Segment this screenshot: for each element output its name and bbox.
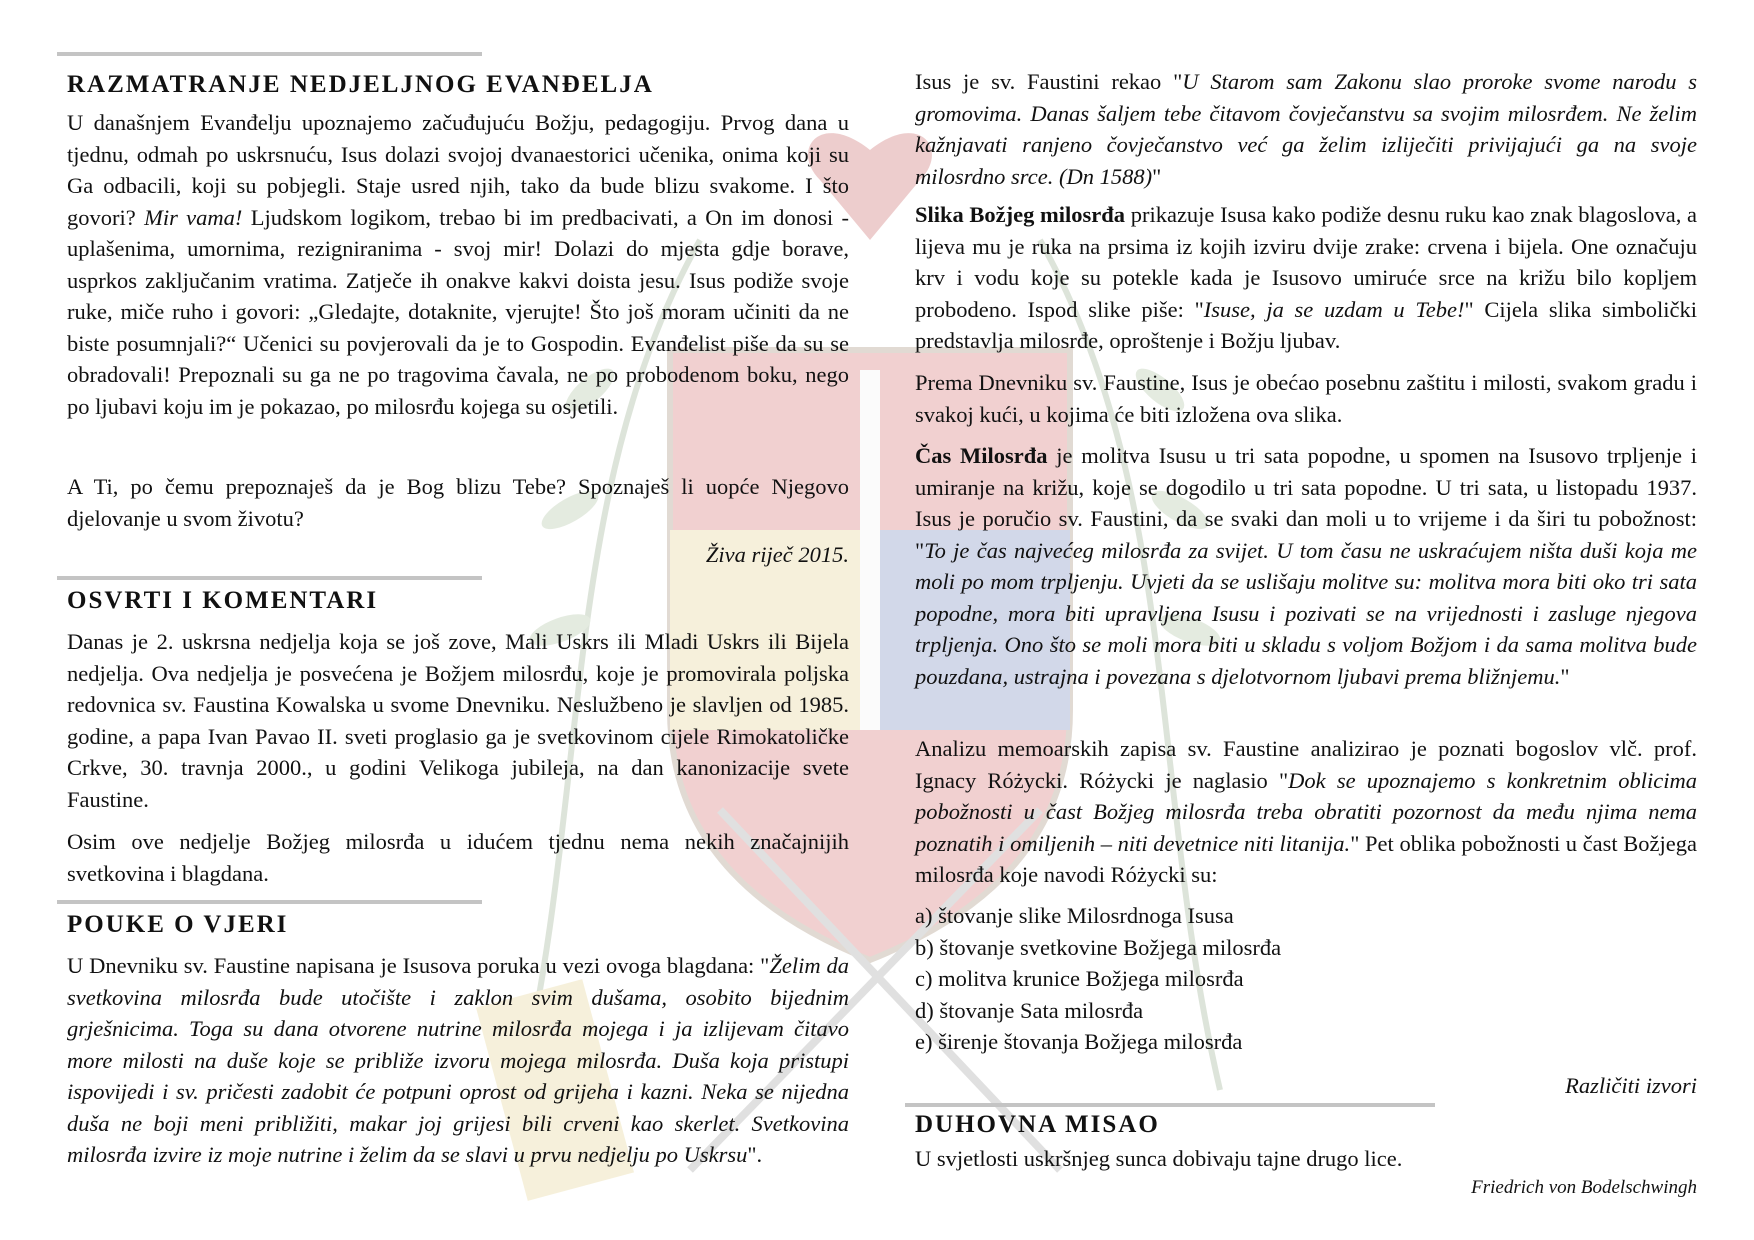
section-title-spiritual-thought: DUHOVNA MISAO <box>915 1111 1160 1138</box>
right-source: Različiti izvori <box>1565 1073 1697 1098</box>
section-title-comments: OSVRTI I KOMENTARI <box>67 587 379 614</box>
faith-lessons-paragraph: U Dnevniku sv. Faustine napisana je Isusova poruka u vezi ovoga blagdana: "Želim da svetkovina milosrđa bude utočište i zaklon svim dušama, osobito bijednim grješnicima. Toga su dana otvorene nutrine milosrđa mojega i ja izlijevam čitavo more milosti na duše koje se približe izvoru mojega milosrđa. Duša koja pristupi ispovijedi i sv. pričesti zadobit će potpuni oprost od grijeha i kazni. Neka se nijedna duša ne boji meni približiti, makar joj grijesi bili crveni kao skerlet. Svetkovina milosrđa izvire iz moje nutrine i želim da se slavi u prvu nedjelju po Uskrsu". <box>67 953 849 1167</box>
list-item: d) štovanje Sata milosrđa <box>915 997 1144 1023</box>
rozycki-paragraph: Analizu memoarskih zapisa sv. Faustine analizirao je poznati bogoslov vlč. prof. Ignacy Różycki. Różycki je naglasio "Dok se upoznajemo s konkretnim oblicima pobožnosti u čast Božjeg milosrđa treba obratiti pozornost da među njima nema poznatih i omiljenih – niti devetnice niti litanija." Pet oblika pobožnosti u čast Božjega milosrđa koje navodi Różycki su: <box>915 736 1698 887</box>
devotion-forms-list <box>915 900 1281 1058</box>
right-paragraph-1: Isus je sv. Faustini rekao "U Starom sam Zakonu slao proroke svome narodu s gromovima. Danas šaljem tebe čitavom čovječanstvu sa svojim milosrđem. Ne želim kažnjavati ranjeno čovječanstvo već ga želim izliječiti privijajući ga na svoje milosrdno srce. (Dn 1588)" <box>915 69 1698 189</box>
section-title-gospel-reflection: RAZMATRANJE NEDJELJNOG EVANĐELJA <box>67 71 654 98</box>
section-rule <box>57 900 482 904</box>
quote-author: Friedrich von Bodelschwingh <box>1471 1177 1697 1198</box>
hour-of-mercy-paragraph: Čas Milosrđa je molitva Isusu u tri sata popodne, u spomen na Isusovo trpljenje i umiranje na križu, koje se dogodilo u tri sata popodne. U tri sata, u listopadu 1937. Isus je poručio sv. Faustini, da se svaki dan moli u to vrijeme i da širi tu pobožnost: "To je čas najvećeg milosrđa za svijet. U tom času ne uskraćujem ništa duši koja me moli po mom trpljenju. Uvjeti da se uslišaju molitve su: molitva mora biti oko tri sata popodne, mora biti upravljena Isusu i pozivati se na vrijednosti i zasluge njegova trpljenja. Ono što se moli mora biti u skladu s voljom Božjom i da sama molitva bude pouzdana, ustrajna i povezana s djelotvornom ljubavi prema bližnjemu." <box>915 443 1697 689</box>
mercy-image-paragraph: Slika Božjeg milosrđa prikazuje Isusa kako podiže desnu ruku kao znak blagoslova, a lijeva mu je ruka na prsima iz kojih izviru dvije zrake: crvena i bijela. One označuju krv i vodu koje su potekle kada je Isusovo umiruće srce na križu bilo kopljem probodeno. Ispod slike piše: "Isuse, ja se uzdam u Tebe!" Cijela slika simbolički predstavlja milosrđe, oproštenje i Božju ljubav. <box>915 202 1698 353</box>
section-rule <box>57 52 482 56</box>
gospel-reflection-source: Živa riječ 2015. <box>705 542 849 567</box>
section-rule <box>905 1103 1435 1107</box>
section-title-faith-lessons: POUKE O VJERI <box>67 911 289 938</box>
gospel-reflection-question: A Ti, po čemu prepoznaješ da je Bog blizu Tebe? Spoznaješ li uopće Njegovo djelovanje u svom životu? <box>67 474 849 531</box>
comments-paragraph: Danas je 2. uskrsna nedjelja koja se još zove, Mali Uskrs ili Mladi Uskrs ili Bijela nedjelja. Ova nedjelja je posvećena je Božjem milosrđu, koje je promovirala poljska redovnica sv. Faustina Kowalska u svome Dnevniku. Neslužbeno je slavljen od 1985. godine, a papa Ivan Pavao II. sveti proglasio ga je svetkovinom cijele Rimokatoličke Crkve, 30. travnja 2000., u godini Velikoga jubileja, na dan kanonizacije svete Faustine. <box>67 629 849 812</box>
comments-paragraph-2: Osim ove nedjelje Božjeg milosrđa u idućem tjednu nema nekih značajnijih svetkovina i blagdana. <box>67 829 849 886</box>
list-item: c) molitva krunice Božjega milosrđa <box>915 966 1244 991</box>
section-rule <box>57 576 482 580</box>
list-item: a) štovanje slike Milosrdnoga Isusa <box>915 903 1234 928</box>
list-item: e) širenje štovanja Božjega milosrđa <box>915 1029 1243 1054</box>
spiritual-thought-quote: U svjetlosti uskršnjeg sunca dobivaju tajne drugo lice. <box>915 1146 1403 1171</box>
protection-paragraph: Prema Dnevniku sv. Faustine, Isus je obećao posebnu zaštitu i milosti, svakom gradu i svakoj kući, u kojima će biti izložena ova slika. <box>915 370 1697 427</box>
gospel-reflection-paragraph: U današnjem Evanđelju upoznajemo začuđujuću Božju, pedagogiju. Prvog dana u tjednu, odmah po uskrsnuću, Isus dolazi svojoj dvanaestorici učenika, onima koji su Ga odbacili, koji su pobjegli. Staje usred njih, tako da bude blizu svakome. I što govori? Mir vama! Ljudskom logikom, trebao bi im predbacivati, a On im donosi - uplašenima, umornima, rezigniranima - svoj mir! Dolazi do mjesta gdje borave, usprkos zaključanim vratima. Zatječe ih onakve kakvi doista jesu. Isus podiže svoje ruke, miče ruho i govori: „Gledajte, dotaknite, vjerujte! Što još moram učiniti da ne biste posumnjali?“ Učenici su povjerovali da je to Gospodin. Evanđelist piše da su se obradovali! Prepoznali su ga ne po tragovima čavala, ne po probodenom boku, nego po ljubavi koju im je pokazao, po milosrđu kojega su osjetili. <box>67 110 850 419</box>
list-item: b) štovanje svetkovine Božjega milosrđa <box>915 934 1282 960</box>
